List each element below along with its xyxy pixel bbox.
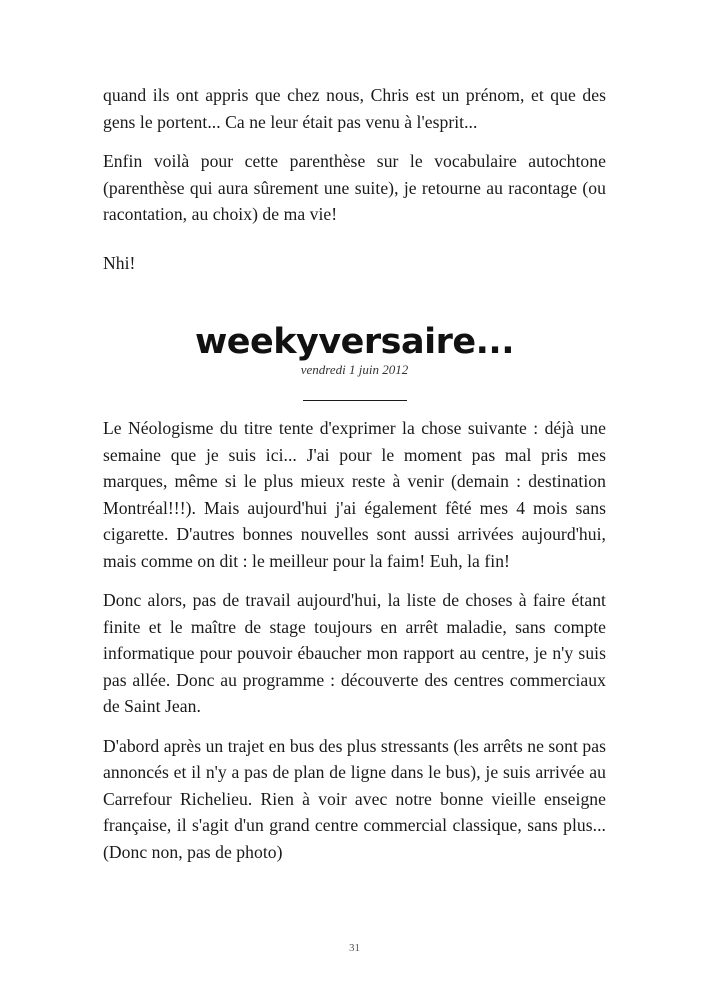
- intro-paragraph-2: Enfin voilà pour cette parenthèse sur le vocabulaire autochtone (parenthèse qui aura sûrement une suite), je retourne au racontage (ou racontation, au choix) de ma vie!: [103, 151, 606, 224]
- post-date: vendredi 1 juin 2012: [300, 362, 409, 377]
- intro-signoff: Nhi!: [103, 252, 136, 273]
- title-separator: [103, 400, 606, 401]
- page-content: [103, 82, 606, 878]
- post-title: weekyversaire...: [194, 322, 515, 362]
- intro-paragraph-1: quand ils ont appris que chez nous, Chris est un prénom, et que des gens le portent... Ca ne leur était pas venu à l'esprit...: [103, 85, 606, 132]
- page-number: 31: [349, 942, 360, 954]
- post-paragraph-1: Le Néologisme du titre tente d'exprimer la chose suivante : déjà une semaine que je suis ici... J'ai pour le moment pas mal pris mes marques, même si le plus mieux reste à venir (demain : destination Montréal!!!). Mais aujourd'hui j'ai également fêté mes 4 mois sans cigarette. D'autres bonnes nouvelles sont aussi arrivées aujourd'hui, mais comme on dit : le meilleur pour la faim! Euh, la fin!: [103, 418, 606, 571]
- post-paragraph-2: Donc alors, pas de travail aujourd'hui, la liste de choses à faire étant finite et le maître de stage toujours en arrêt maladie, sans compte informatique pour pouvoir ébaucher mon rapport au centre, je n'y suis pas allée. Donc au programme : découverte des centres commerciaux de Saint Jean.: [103, 590, 606, 716]
- post-paragraph-3: D'abord après un trajet en bus des plus stressants (les arrêts ne sont pas annoncés et il n'y a pas de plan de ligne dans le bus), je suis arrivée au Carrefour Richelieu. Rien à voir avec notre bonne vieille enseigne française, il s'agit d'un grand centre commercial classique, sans plus... (Donc non, pas de photo): [103, 735, 606, 862]
